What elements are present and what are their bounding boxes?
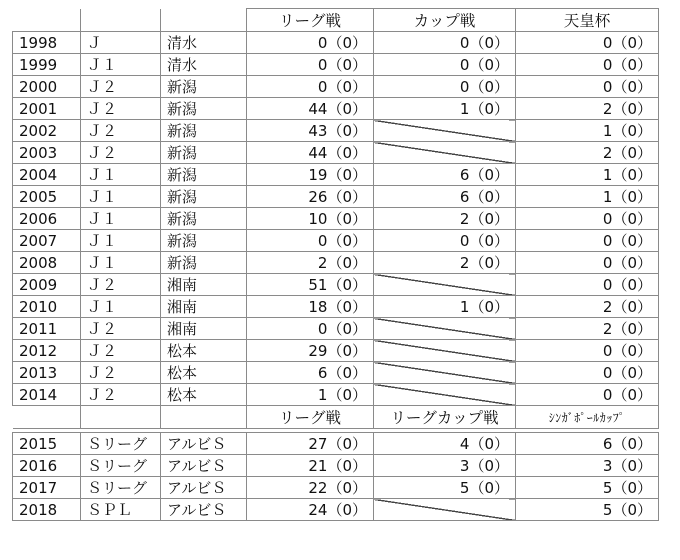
no-competition-cell — [374, 384, 516, 406]
emperor-cup-apps: 2（0） — [516, 98, 659, 120]
table-row — [13, 208, 659, 230]
league-apps: 0（0） — [247, 230, 374, 252]
season-year: 2000 — [13, 76, 81, 98]
team-name: アルビＳ — [161, 499, 247, 521]
table-row — [13, 433, 659, 455]
no-competition-cell — [374, 274, 516, 296]
season-year: 2009 — [13, 274, 81, 296]
season-year: 2005 — [13, 186, 81, 208]
singapore-cup-apps: 5（0） — [516, 499, 659, 521]
league-apps: 22（0） — [247, 477, 374, 499]
team-name: 松本 — [161, 362, 247, 384]
team-name: 湘南 — [161, 274, 247, 296]
division: Ｊ — [81, 32, 161, 54]
emperor-cup-apps: 0（0） — [516, 362, 659, 384]
team-name: 新潟 — [161, 186, 247, 208]
cup-apps: 0（0） — [374, 32, 516, 54]
team-name: 新潟 — [161, 142, 247, 164]
emperor-cup-apps: 0（0） — [516, 384, 659, 406]
season-year: 2004 — [13, 164, 81, 186]
header-blank — [161, 9, 247, 32]
league-apps: 19（0） — [247, 164, 374, 186]
emperor-cup-apps: 0（0） — [516, 76, 659, 98]
emperor-cup-apps: 1（0） — [516, 186, 659, 208]
league-apps: 10（0） — [247, 208, 374, 230]
team-name: 松本 — [161, 384, 247, 406]
emperor-cup-apps: 2（0） — [516, 142, 659, 164]
league-apps: 44（0） — [247, 98, 374, 120]
division: Ｊ２ — [81, 142, 161, 164]
season-year: 2001 — [13, 98, 81, 120]
division: Ｊ２ — [81, 318, 161, 340]
division: Ｊ１ — [81, 208, 161, 230]
division: Ｊ１ — [81, 54, 161, 76]
division: Ｊ２ — [81, 98, 161, 120]
league-apps: 0（0） — [247, 76, 374, 98]
season-year: 2006 — [13, 208, 81, 230]
league-apps: 43（0） — [247, 120, 374, 142]
team-name: 新潟 — [161, 76, 247, 98]
league-apps: 27（0） — [247, 433, 374, 455]
team-name: 新潟 — [161, 208, 247, 230]
table-row — [13, 252, 659, 274]
emperor-cup-apps: 0（0） — [516, 208, 659, 230]
team-name: 松本 — [161, 340, 247, 362]
table-row — [13, 120, 659, 142]
league-apps: 0（0） — [247, 318, 374, 340]
season-year: 2016 — [13, 455, 81, 477]
division: Ｊ２ — [81, 340, 161, 362]
league-apps: 0（0） — [247, 54, 374, 76]
league-apps: 6（0） — [247, 362, 374, 384]
cup-apps: 1（0） — [374, 296, 516, 318]
header-singapore-cup: ｼﾝｶﾞﾎﾟｰﾙｶｯﾌﾟ — [516, 406, 659, 429]
table-row — [13, 455, 659, 477]
team-name: 清水 — [161, 54, 247, 76]
season-year: 1998 — [13, 32, 81, 54]
division: Ｊ１ — [81, 252, 161, 274]
division: Ｊ１ — [81, 164, 161, 186]
division: Ｊ２ — [81, 76, 161, 98]
cup-apps: 0（0） — [374, 230, 516, 252]
emperor-cup-apps: 0（0） — [516, 230, 659, 252]
team-name: 湘南 — [161, 296, 247, 318]
season-year: 1999 — [13, 54, 81, 76]
season-year: 2012 — [13, 340, 81, 362]
league-apps: 2（0） — [247, 252, 374, 274]
team-name: 新潟 — [161, 98, 247, 120]
table-row — [13, 76, 659, 98]
season-year: 2014 — [13, 384, 81, 406]
league-apps: 29（0） — [247, 340, 374, 362]
league-apps: 24（0） — [247, 499, 374, 521]
table-row — [13, 340, 659, 362]
table-row — [13, 32, 659, 54]
table-row — [13, 164, 659, 186]
league-apps: 1（0） — [247, 384, 374, 406]
season-year: 2010 — [13, 296, 81, 318]
table-row — [13, 318, 659, 340]
emperor-cup-apps: 0（0） — [516, 340, 659, 362]
emperor-cup-apps: 2（0） — [516, 296, 659, 318]
team-name: アルビＳ — [161, 433, 247, 455]
division: Ｓリーグ — [81, 455, 161, 477]
league-cup-apps: 4（0） — [374, 433, 516, 455]
division: ＳＰＬ — [81, 499, 161, 521]
team-name: 新潟 — [161, 252, 247, 274]
no-competition-cell — [374, 120, 516, 142]
league-cup-apps: 5（0） — [374, 477, 516, 499]
header-league-cup: リーグカップ戦 — [374, 406, 516, 429]
team-name: アルビＳ — [161, 455, 247, 477]
team-name: アルビＳ — [161, 477, 247, 499]
cup-apps: 6（0） — [374, 186, 516, 208]
emperor-cup-apps: 0（0） — [516, 274, 659, 296]
team-name: 清水 — [161, 32, 247, 54]
header-cup: カップ戦 — [374, 9, 516, 32]
table-row — [13, 499, 659, 521]
league-apps: 18（0） — [247, 296, 374, 318]
table-row — [13, 98, 659, 120]
division: Ｓリーグ — [81, 433, 161, 455]
table-row — [13, 142, 659, 164]
singapore-cup-apps: 3（0） — [516, 455, 659, 477]
league-apps: 44（0） — [247, 142, 374, 164]
header-league: リーグ戦 — [247, 9, 374, 32]
no-competition-cell — [374, 318, 516, 340]
season-year: 2017 — [13, 477, 81, 499]
cup-apps: 2（0） — [374, 252, 516, 274]
team-name: 新潟 — [161, 230, 247, 252]
header-blank — [161, 406, 247, 429]
team-name: 新潟 — [161, 164, 247, 186]
singapore-cup-apps: 6（0） — [516, 433, 659, 455]
no-competition-cell — [374, 142, 516, 164]
division: Ｓリーグ — [81, 477, 161, 499]
header-blank — [81, 406, 161, 429]
cup-apps: 0（0） — [374, 76, 516, 98]
header-row-jleague — [13, 9, 659, 32]
team-name: 湘南 — [161, 318, 247, 340]
season-year: 2002 — [13, 120, 81, 142]
division: Ｊ１ — [81, 186, 161, 208]
emperor-cup-apps: 0（0） — [516, 252, 659, 274]
cup-apps: 2（0） — [374, 208, 516, 230]
no-competition-cell — [374, 362, 516, 384]
division: Ｊ２ — [81, 362, 161, 384]
emperor-cup-apps: 0（0） — [516, 54, 659, 76]
division: Ｊ２ — [81, 274, 161, 296]
season-year: 2008 — [13, 252, 81, 274]
league-apps: 21（0） — [247, 455, 374, 477]
cup-apps: 6（0） — [374, 164, 516, 186]
league-apps: 0（0） — [247, 32, 374, 54]
league-apps: 26（0） — [247, 186, 374, 208]
emperor-cup-apps: 1（0） — [516, 120, 659, 142]
header-emperor-cup: 天皇杯 — [516, 9, 659, 32]
team-name: 新潟 — [161, 120, 247, 142]
season-year: 2013 — [13, 362, 81, 384]
emperor-cup-apps: 1（0） — [516, 164, 659, 186]
table-row — [13, 362, 659, 384]
header-blank — [13, 406, 81, 429]
league-apps: 51（0） — [247, 274, 374, 296]
division: Ｊ２ — [81, 120, 161, 142]
table-row — [13, 384, 659, 406]
season-year: 2015 — [13, 433, 81, 455]
header-blank — [13, 9, 81, 32]
table-row — [13, 230, 659, 252]
no-competition-cell — [374, 499, 516, 521]
division: Ｊ１ — [81, 296, 161, 318]
season-year: 2003 — [13, 142, 81, 164]
table-row — [13, 477, 659, 499]
table-row — [13, 274, 659, 296]
emperor-cup-apps: 2（0） — [516, 318, 659, 340]
header-league: リーグ戦 — [247, 406, 374, 429]
season-year: 2018 — [13, 499, 81, 521]
division: Ｊ２ — [81, 384, 161, 406]
table-row — [13, 54, 659, 76]
header-row-singapore — [13, 406, 659, 429]
emperor-cup-apps: 0（0） — [516, 32, 659, 54]
table-row — [13, 296, 659, 318]
no-competition-cell — [374, 340, 516, 362]
singapore-cup-apps: 5（0） — [516, 477, 659, 499]
season-year: 2011 — [13, 318, 81, 340]
stats-table — [12, 8, 659, 521]
header-blank — [81, 9, 161, 32]
cup-apps: 0（0） — [374, 54, 516, 76]
division: Ｊ１ — [81, 230, 161, 252]
stats-table-body — [13, 9, 659, 521]
cup-apps: 1（0） — [374, 98, 516, 120]
table-row — [13, 186, 659, 208]
season-year: 2007 — [13, 230, 81, 252]
league-cup-apps: 3（0） — [374, 455, 516, 477]
